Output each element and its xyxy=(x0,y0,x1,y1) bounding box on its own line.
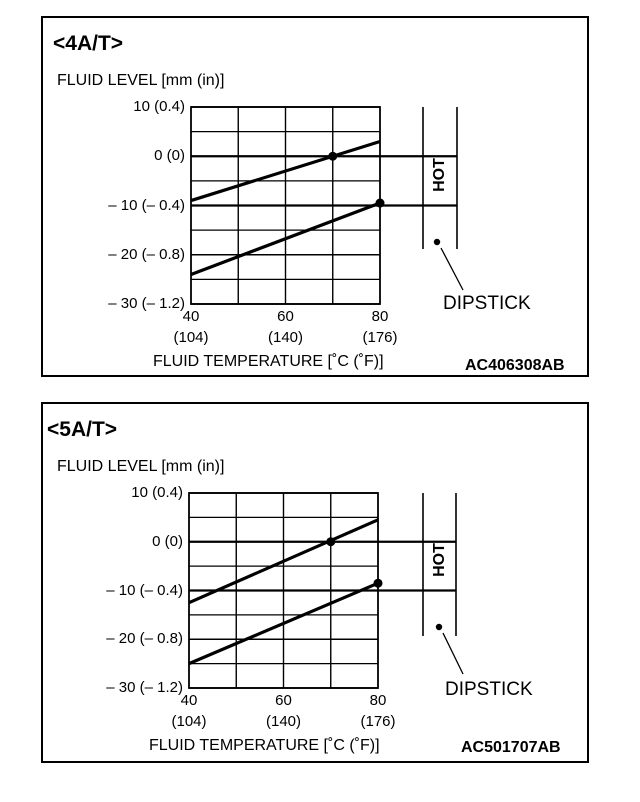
y-tick-label: – 10 (– 0.4) xyxy=(106,581,183,599)
x-tick-label xyxy=(164,690,214,732)
figure-code: AC406308AB xyxy=(465,357,565,374)
y-tick-label: – 30 (– 1.2) xyxy=(108,295,185,312)
x-axis-label: FLUID TEMPERATURE [˚C (˚F)] xyxy=(149,737,380,754)
x-tick-fahrenheit: (104) xyxy=(171,713,207,730)
x-tick-celsius: 40 xyxy=(180,692,198,709)
dipstick-leader xyxy=(443,633,463,674)
dipstick-leader xyxy=(441,248,463,290)
x-tick-celsius: 60 xyxy=(275,692,292,709)
figure-code: AC501707AB xyxy=(461,739,561,756)
y-tick-label: – 20 (– 0.8) xyxy=(108,245,185,263)
dipstick-label: DIPSTICK xyxy=(443,293,531,314)
x-tick-label xyxy=(355,306,405,348)
dipstick-dot xyxy=(434,239,440,245)
hot-label: HOT xyxy=(430,543,448,577)
x-tick-fahrenheit: (176) xyxy=(362,329,398,346)
data-point xyxy=(328,152,337,161)
chart-panel-5at xyxy=(41,402,589,763)
y-tick-label: 10 (0.4) xyxy=(133,98,185,115)
chart-title: <4A/T> xyxy=(53,32,124,55)
x-axis-label: FLUID TEMPERATURE [˚C (˚F)] xyxy=(153,353,384,370)
x-tick-celsius: 80 xyxy=(371,308,389,325)
x-tick-label xyxy=(259,690,309,732)
y-axis-label: FLUID LEVEL [mm (in)] xyxy=(57,72,225,89)
y-tick-label: – 20 (– 0.8) xyxy=(106,630,183,648)
x-tick-label xyxy=(353,690,403,732)
x-tick-celsius: 80 xyxy=(369,692,387,709)
y-tick-label: – 10 (– 0.4) xyxy=(108,196,185,214)
dipstick-dot xyxy=(436,624,442,630)
y-tick-label: – 30 (– 1.2) xyxy=(106,679,183,696)
y-axis-label: FLUID LEVEL [mm (in)] xyxy=(57,458,225,475)
x-tick-celsius: 40 xyxy=(182,308,200,325)
y-tick-label: 10 (0.4) xyxy=(131,484,183,501)
x-tick-fahrenheit: (176) xyxy=(360,713,396,730)
y-tick-label: 0 (0) xyxy=(154,147,185,165)
data-point xyxy=(374,579,383,588)
x-tick-fahrenheit: (104) xyxy=(173,329,209,346)
chart-title: <5A/T> xyxy=(47,418,118,441)
x-tick-label xyxy=(261,306,311,348)
x-tick-fahrenheit: (140) xyxy=(265,713,302,730)
data-point xyxy=(326,537,335,546)
x-tick-celsius: 60 xyxy=(277,308,294,325)
dipstick-label: DIPSTICK xyxy=(445,679,533,700)
x-tick-fahrenheit: (140) xyxy=(267,329,304,346)
chart-panel-4at xyxy=(41,16,589,377)
y-tick-label: 0 (0) xyxy=(152,532,183,550)
hot-label: HOT xyxy=(430,158,448,192)
x-tick-label xyxy=(166,306,216,348)
data-point xyxy=(376,199,385,208)
